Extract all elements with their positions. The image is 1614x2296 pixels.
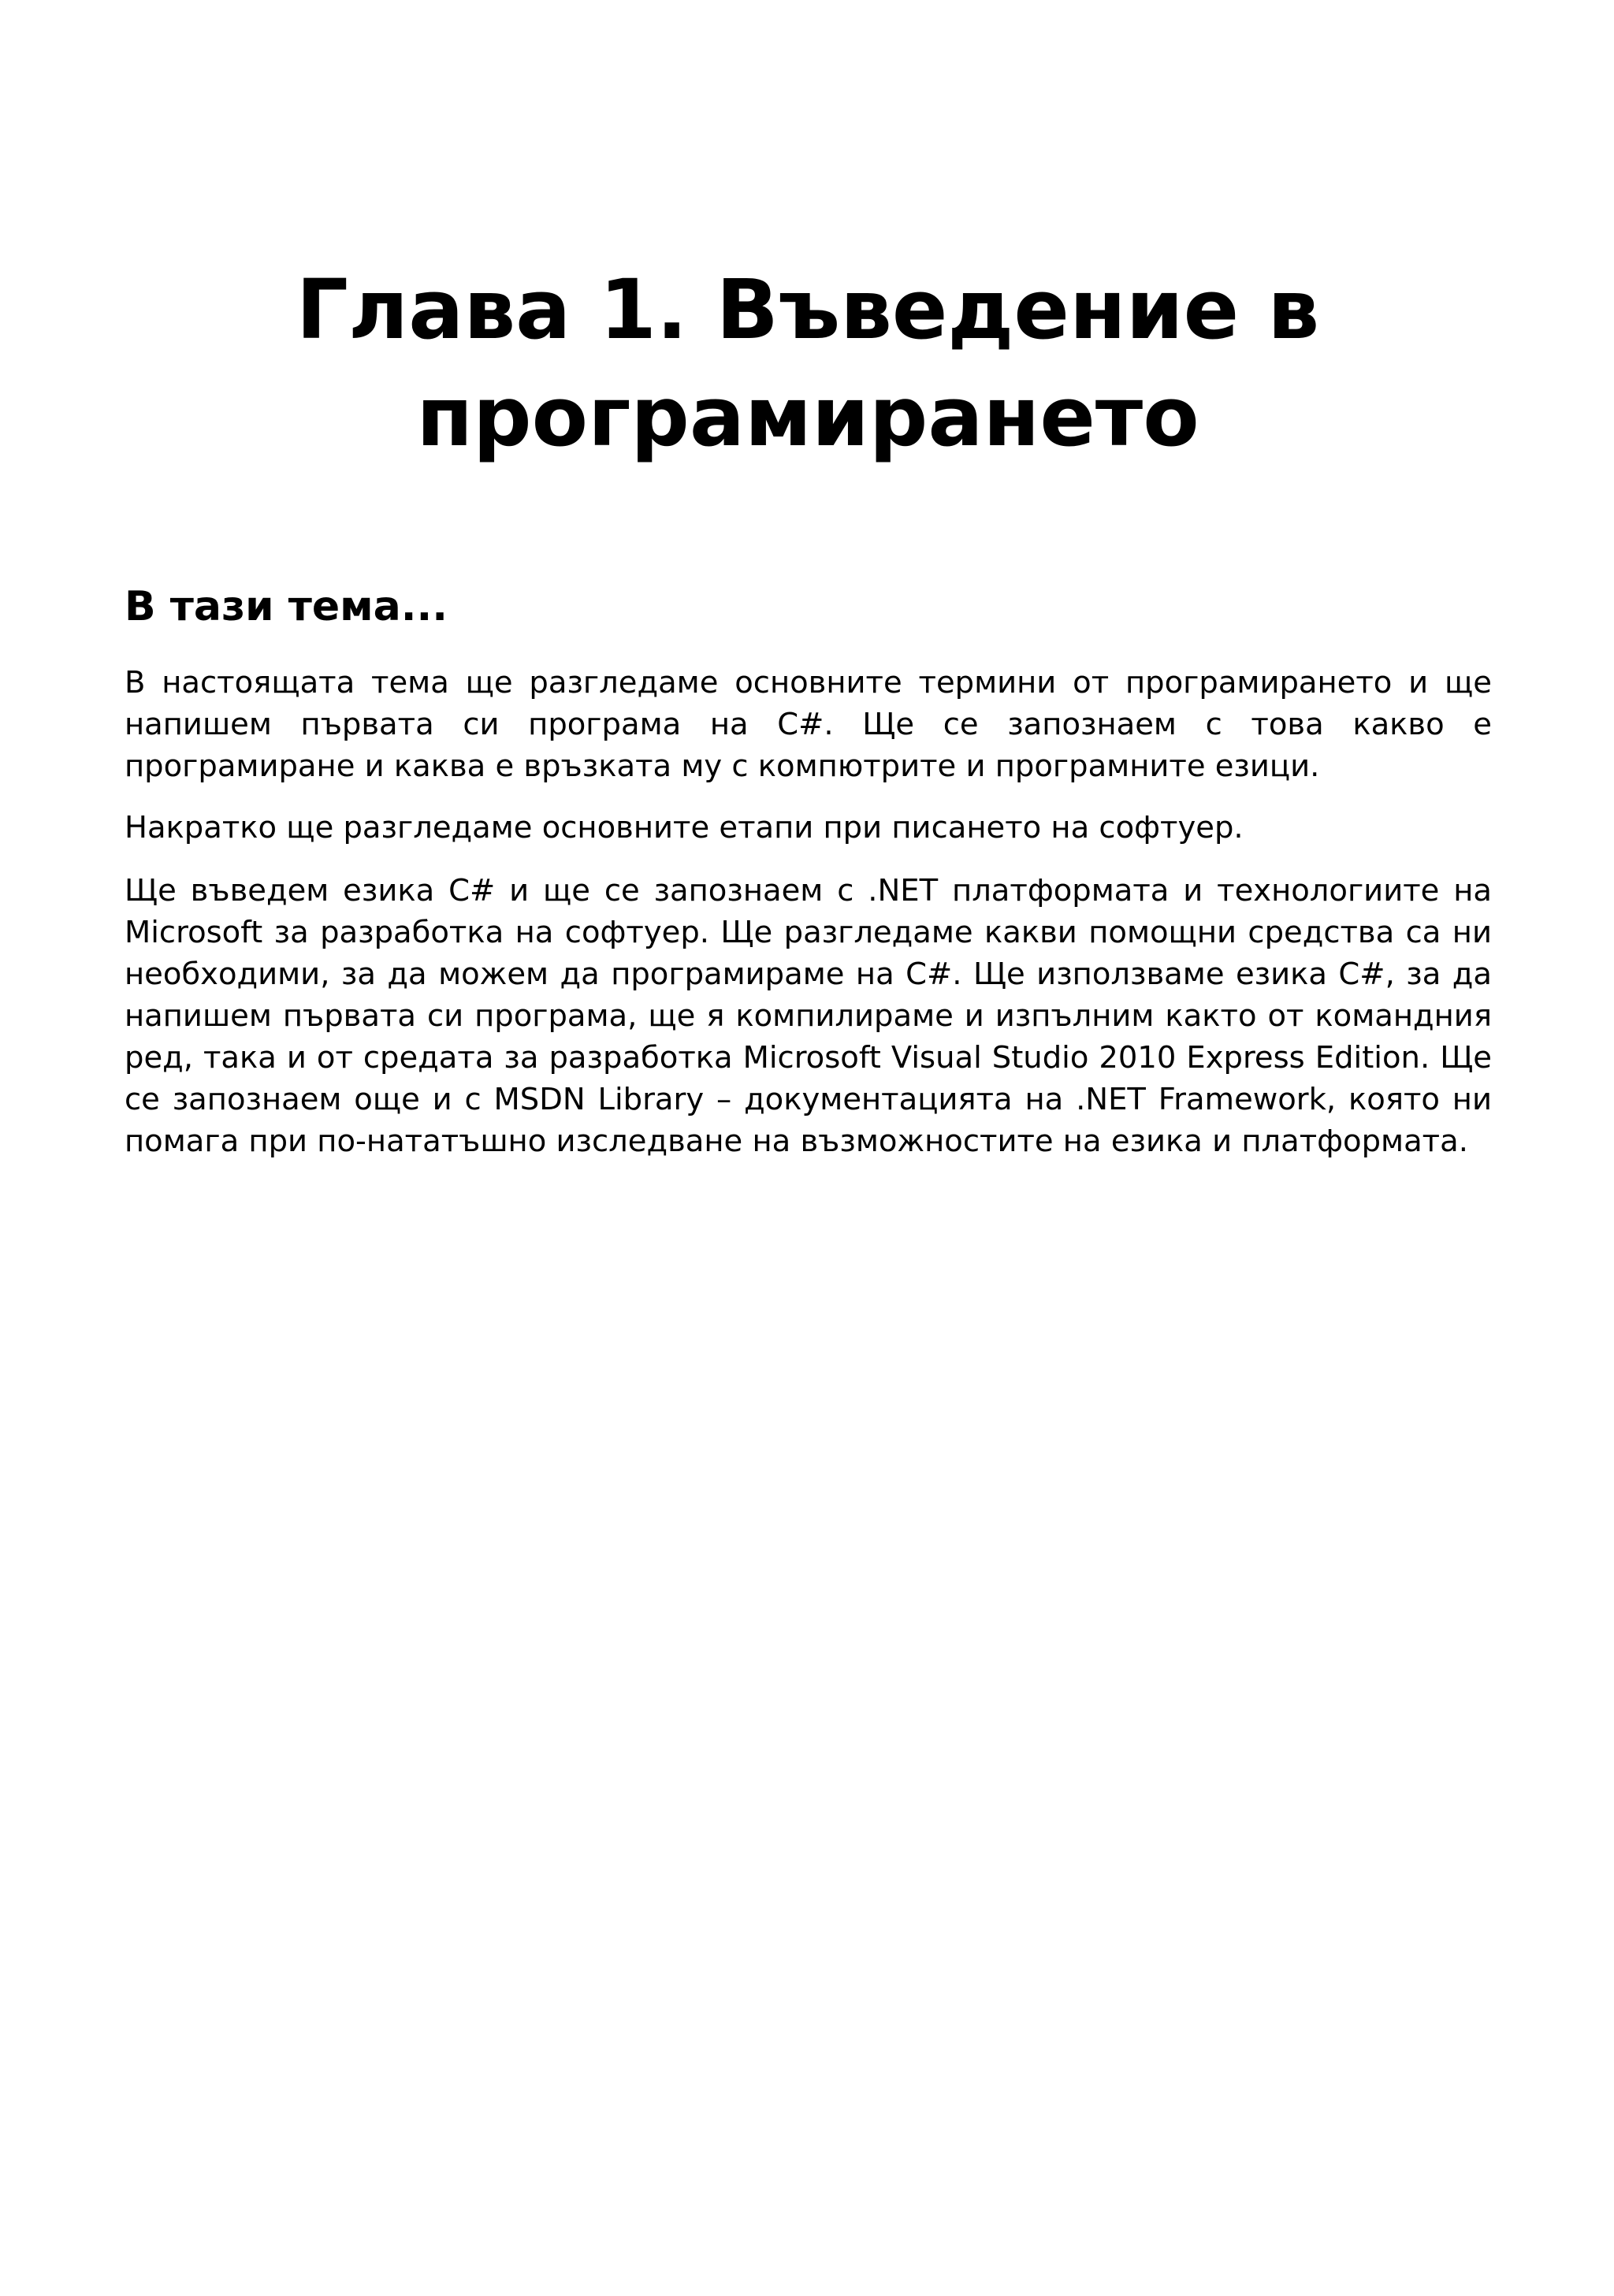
chapter-title-line-1: Глава 1. Въведение в [296,262,1320,358]
chapter-title [126,256,1489,470]
details-paragraph: Ще въведем езика C# и ще се запознаем с .NET платформата и технологиите на Microsoft за разработка на софтуер. Ще разгледаме какви помощни средства са ни необходими, за да можем да програмираме на C#. Ще използваме езика C#, за да напишем първата си програма, ще я компилираме и изпълним както от командния ред, така и от средата за разработка Microsoft Visual Studio 2010 Express Edition. Ще се запознаем още и с MSDN Library – документацията на .NET Framework, която ни помага при по-нататъшно изследване на възможностите на езика и платформата. [125,873,1492,1159]
section-heading: В тази тема... [125,583,448,630]
chapter-title-line-2: програмирането [416,369,1199,465]
intro-paragraph: В настоящата тема ще разгледаме основните термини от програмирането и ще напишем първата си програма на C#. Ще се запознаем с това какво е програмиране и каква е връзката му с компютрите и програмните езици. [125,665,1492,784]
summary-paragraph: Накратко ще разгледаме основните етапи при писането на софтуер. [125,810,1244,845]
